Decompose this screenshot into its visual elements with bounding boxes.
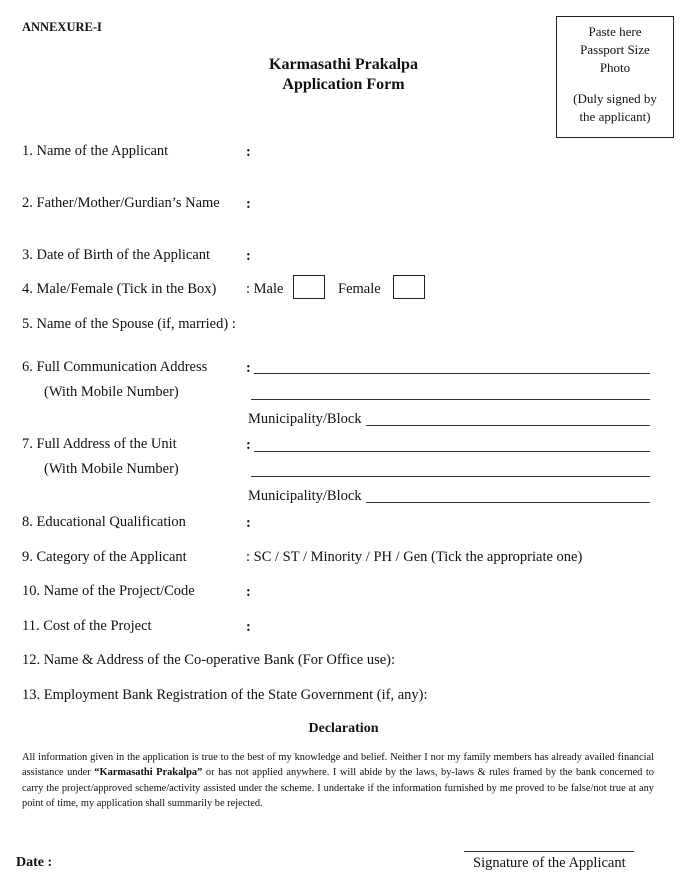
photo-box-line: Passport Size — [580, 42, 650, 57]
field-colon: : — [246, 437, 251, 453]
female-label: Female — [338, 281, 381, 297]
field-label-cost: 11. Cost of the Project — [22, 618, 152, 634]
field-label-parent-name: 2. Father/Mother/Gurdian’s Name — [22, 195, 220, 211]
address-line[interactable] — [251, 399, 650, 400]
field-colon: : — [246, 619, 251, 635]
municipality-label: Municipality/Block — [248, 411, 362, 427]
field-label-dob: 3. Date of Birth of the Applicant — [22, 247, 211, 263]
field-label-education: 8. Educational Qualification — [22, 514, 186, 530]
date-label: Date : — [16, 855, 53, 870]
photo-box-line: (Duly signed by — [573, 91, 657, 106]
field-label-bank: 12. Name & Address of the Co-operative Bank (For Office use): — [22, 652, 396, 668]
field-label-project: 10. Name of the Project/Code — [22, 583, 195, 599]
field-sublabel-mobile: (With Mobile Number) — [44, 384, 179, 400]
field-colon: : — [246, 144, 251, 160]
annexure-label: ANNEXURE-I — [22, 20, 102, 34]
address-line[interactable] — [254, 451, 650, 452]
form-subtitle: Application Form — [282, 76, 405, 93]
address-line[interactable] — [254, 373, 650, 374]
field-colon: : — [246, 515, 251, 531]
field-label-spouse: 5. Name of the Spouse (if, married) : — [22, 316, 236, 332]
field-label-name: 1. Name of the Applicant — [22, 143, 169, 159]
field-colon: : — [246, 584, 251, 600]
address-line[interactable] — [251, 476, 650, 477]
municipality-label: Municipality/Block — [248, 488, 362, 504]
declaration-text — [22, 750, 654, 811]
scheme-name: “Karmasathi Prakalpa” — [94, 767, 203, 779]
photo-box-line: the applicant) — [579, 109, 651, 124]
municipality-line[interactable] — [366, 502, 650, 503]
field-label-gender: 4. Male/Female (Tick in the Box) — [22, 281, 217, 297]
field-sublabel-mobile: (With Mobile Number) — [44, 461, 179, 477]
field-colon: : — [246, 248, 251, 264]
field-colon: : — [246, 196, 251, 212]
male-checkbox[interactable] — [293, 275, 325, 299]
field-colon: : — [246, 360, 251, 376]
category-options: : SC / ST / Minority / PH / Gen (Tick the appropriate one) — [246, 549, 583, 565]
male-label: : Male — [246, 281, 284, 297]
declaration-heading: Declaration — [308, 721, 379, 736]
form-title: Karmasathi Prakalpa — [269, 56, 418, 73]
field-label-employment-bank: 13. Employment Bank Registration of the State Government (if, any): — [22, 687, 428, 703]
signature-line[interactable] — [464, 851, 634, 852]
signature-label: Signature of the Applicant — [473, 855, 626, 871]
declaration-text-part: All information given in the application is true to the best of my knowledge and belief. Neither I nor my family members has already availed financial assistance under — [22, 752, 654, 779]
field-label-communication-address: 6. Full Communication Address — [22, 359, 208, 375]
photo-box-line: Paste here — [588, 24, 642, 39]
municipality-line[interactable] — [366, 425, 650, 426]
field-label-unit-address: 7. Full Address of the Unit — [22, 436, 177, 452]
female-checkbox[interactable] — [393, 275, 425, 299]
declaration-text-part: or has not applied anywhere. I will abide by the laws, by-laws & rules framed by the bank concerned to carry the project/approved scheme/activity assisted under the scheme. I undertake if the information furnished by me proved to be false/not true at any point of time, my application shall summarily be rejected. — [22, 767, 654, 809]
field-label-category: 9. Category of the Applicant — [22, 549, 187, 565]
photo-box-line: Photo — [599, 60, 631, 75]
